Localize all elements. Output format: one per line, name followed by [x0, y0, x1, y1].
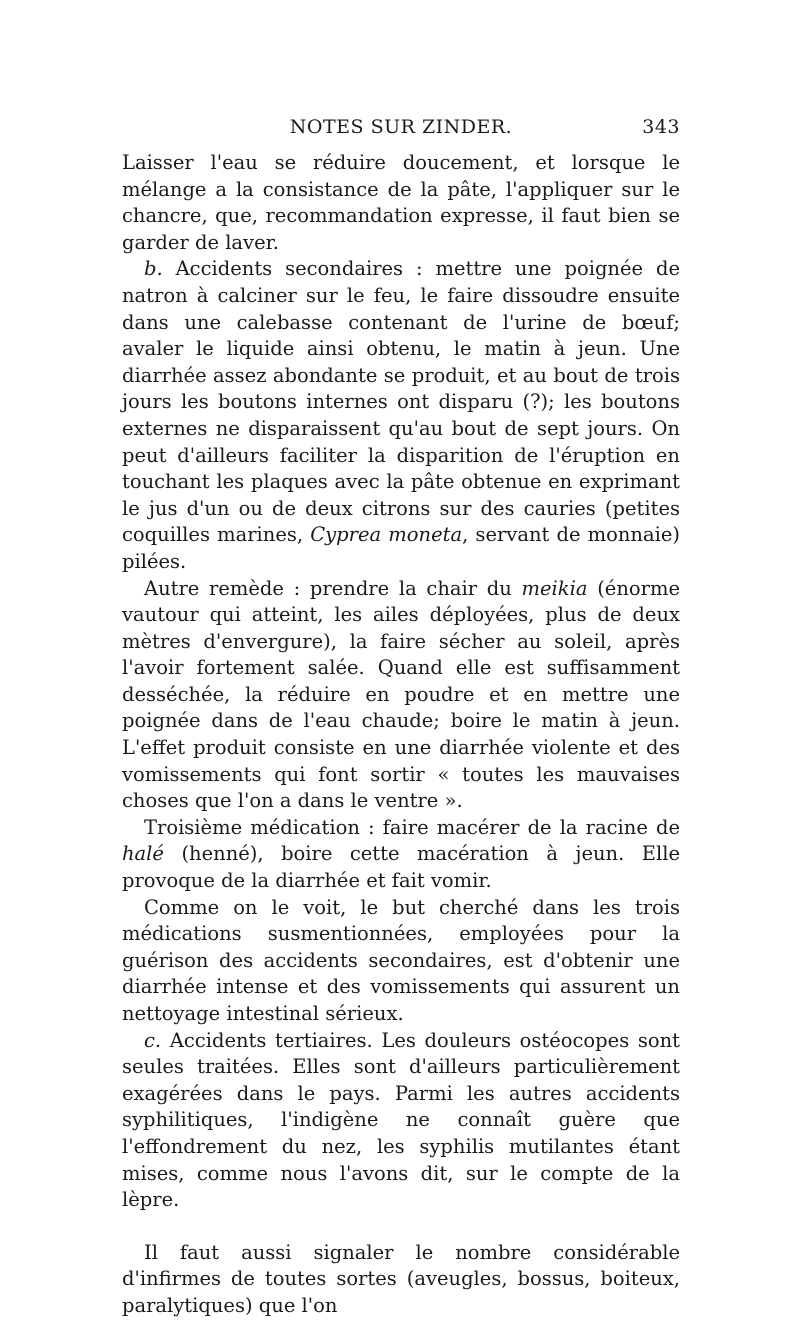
paragraph-7: Il faut aussi signaler le nombre considérable d'infirmes de toutes sortes (aveugles, bossus, boiteux, paralytiques) que l'on [122, 1240, 680, 1317]
paragraph-6 [122, 1028, 680, 1214]
page-number: 343 [642, 116, 680, 138]
paragraph-3-start: Autre remède : prendre la chair du [144, 576, 512, 600]
running-head [122, 116, 680, 144]
section-label-c: c. [144, 1028, 162, 1052]
body-text [122, 150, 680, 1320]
term-hale: halé [122, 842, 164, 866]
paragraph-4-end: (henné), boire cette macération à jeun. Elle provoque de la diarrhée et fait vomir. [122, 842, 681, 893]
section-label-b: b. [144, 257, 163, 281]
paragraph-6-text: Accidents tertiaires. Les douleurs ostéocopes sont seules traitées. Elles sont d'ailleurs particulièrement exagérées dans le pays. Parmi les autres accidents syphilitiques, l'indigène ne connaît guère que l'effondrement du nez, les syphilis mutilantes étant mises, comme nous l'avons dit, sur le compte de la lèpre. [122, 1028, 681, 1212]
paragraph-5: Comme on le voit, le but cherché dans les trois médications susmentionnées, employées pour la guérison des accidents secondaires, est d'obtenir une diarrhée intense et des vomissements qui assurent un nettoyage intestinal sérieux. [122, 895, 680, 1025]
running-title: NOTES SUR ZINDER. [289, 116, 513, 138]
species-name: Cyprea moneta [310, 523, 463, 547]
paragraph-1: Laisser l'eau se réduire doucement, et lorsque le mélange a la consistance de la pâte, l'appliquer sur le chancre, que, recommandation expresse, il faut bien se garder de laver. [122, 151, 680, 254]
paragraph-2-text: Accidents secondaires : mettre une poignée de natron à calciner sur le feu, le faire dissoudre ensuite dans une calebasse contenant de l'urine de bœuf; avaler le liquide ainsi obtenu, le matin à jeun. Une diarrhée assez abondante se produit, et au bout de trois jours les boutons internes ont disparu (?); les boutons externes ne disparaissent qu'au bout de sept jours. On peut d'ailleurs faciliter la disparition de l'éruption en touchant les plaques avec la pâte obtenue en exprimant le jus d'un ou de deux citrons sur des cauries (petites coquilles marines, [122, 257, 680, 547]
paragraph-3 [122, 576, 680, 815]
paragraph-4-start: Troisième médication : faire macérer de la racine de [144, 815, 680, 839]
paragraph-4 [122, 815, 680, 895]
paragraph-2-end: , servant de monnaie) pilées. [122, 523, 681, 573]
paragraph-3-end: (énorme vautour qui atteint, les ailes déployées, plus de deux mètres d'envergure), la faire sécher au soleil, après l'avoir fortement salée. Quand elle est suffisamment desséchée, la réduire en poudre et en mettre une poignée dans de l'eau chaude; boire le matin à jeun. L'effet produit consiste en une diarrhée violente et des vomissements qui font sortir « toutes les mauvaises choses que l'on a dans le ventre ». [122, 576, 680, 813]
paragraph-2 [122, 256, 680, 575]
term-meikia: meikia [521, 576, 588, 600]
